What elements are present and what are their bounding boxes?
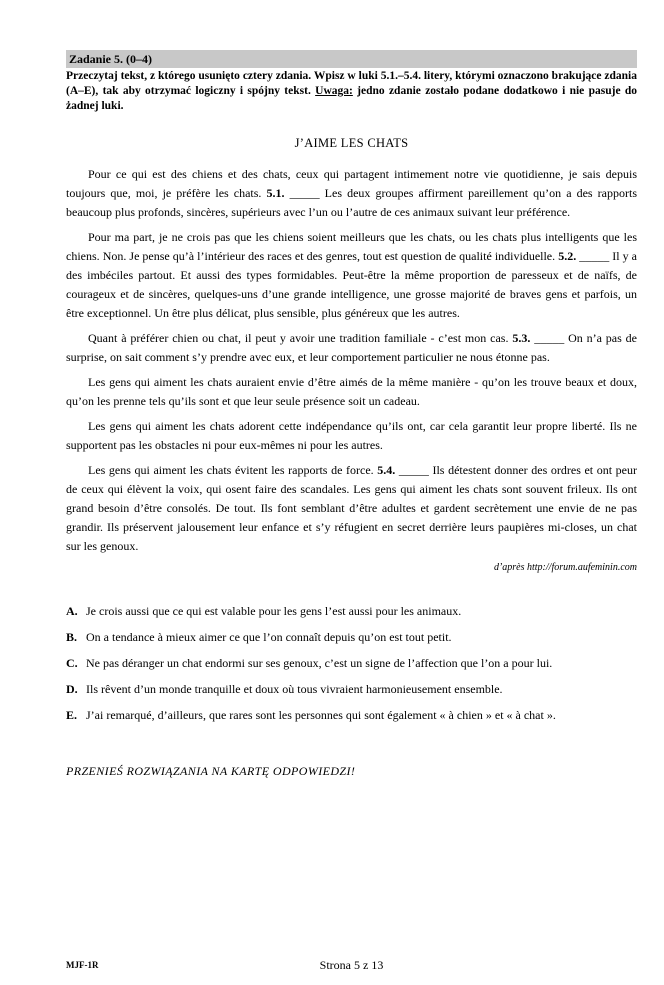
paragraph-text: _____ On n’a pas de surprise, on sait comment s’y prendre avec eux, et leur comportement particulier ne nous étonne pas. [66, 331, 637, 364]
article-title: J’AIME LES CHATS [294, 136, 409, 150]
gap-5-2: 5.2. [558, 249, 577, 263]
note-label: Uwaga: [315, 85, 353, 97]
page-footer [66, 958, 637, 973]
paragraph-3 [66, 329, 637, 367]
option-text: Je crois aussi que ce qui est valable pour les gens l’est aussi pour les animaux. [86, 604, 462, 618]
gap-5-1: 5.1. [266, 186, 285, 200]
option-text: On a tendance à mieux aimer ce que l’on connaît depuis qu’on est tout petit. [86, 630, 452, 644]
option-b [66, 629, 637, 646]
option-a [66, 603, 637, 620]
option-e [66, 707, 637, 724]
answer-options [66, 603, 637, 724]
option-text: Ils rêvent d’un monde tranquille et doux où tous vivraient harmonieusement ensemble. [86, 682, 503, 696]
paragraph-text: Pour ce qui est des chiens et des chats, ceux qui partagent intimement notre vie quotidienne, je sais depuis toujours que, moi, je préfère les chats. [66, 167, 637, 200]
paragraph-4: Les gens qui aiment les chats auraient envie d’être aimés de la même manière - qu’on les trouve beaux et doux, qu’on les prenne tels qu’ils sont et que leur seule présence soit un cadeau. [66, 375, 637, 408]
note-text: jedno zdanie zostało podane dodatkowo i nie pasuje do żadnej luki. [66, 85, 638, 112]
paragraph-text: _____ Il y a des imbéciles partout. Et aussi des types formidables. Peut-être la même proportion de paresseux et de naïfs, de courageux et de sincères, quelques-uns d’une grande intelligence, une grosse majorité de braves gens et parfois, un être exceptionnel. Un être plus délicat, plus sensible, plus généreux que les autres. [66, 249, 637, 320]
exam-page [66, 50, 637, 779]
gap-5-3: 5.3. [512, 331, 531, 345]
instructions-text: Przeczytaj tekst, z którego usunięto cztery zdania. Wpisz w luki 5.1.–5.4. litery, którymi oznaczono brakujące zdania (A–E), tak aby otrzymać logiczny i spójny tekst. [66, 70, 637, 97]
paragraph-text: _____ Les deux groupes affirment pareillement qu’on a des rapports beaucoup plus profonds, sincères, supérieurs avec l’un ou l’autre de ces animaux suivant leur préférence. [66, 186, 637, 219]
option-c [66, 655, 637, 672]
exam-code: MJF-1R [66, 960, 99, 970]
task-header: Zadanie 5. (0–4) [66, 50, 637, 68]
paragraph-6 [66, 461, 637, 556]
option-letter: B. [66, 630, 78, 644]
option-text: J’ai remarqué, d’ailleurs, que rares sont les personnes qui sont également « à chien » et « à chat ». [86, 708, 556, 722]
option-letter: E. [66, 708, 78, 722]
gap-5-4: 5.4. [377, 463, 396, 477]
option-letter: D. [66, 682, 78, 696]
paragraph-2 [66, 228, 637, 323]
paragraph-text: Quant à préférer chien ou chat, il peut y avoir une tradition familiale - c’est mon cas. [88, 331, 513, 345]
paragraph-text: Les gens qui aiment les chats évitent les rapports de force. [88, 463, 378, 477]
option-d [66, 681, 637, 698]
paragraph-5: Les gens qui aiment les chats adorent cette indépendance qu’ils ont, car cela garantit leur propre liberté. Ils ne supportent pas les obstacles ni pour eux-mêmes ni pour les autres. [66, 419, 637, 452]
source-citation: d’après http://forum.aufeminin.com [493, 562, 637, 573]
paragraph-text: _____ Ils détestent donner des ordres et ont peur de ceux qui élèvent la voix, qui osent faire des scandales. Les gens qui aiment les chats sont souvent frileux. Ils ont grand besoin d’être consolés. De tout. Ils font semblant d’être adultes et gardent secrètement une envie de ne pas grandir. Ils préservent jalousement leur enfance et s’y réfugient en secret derrière leurs paupières mi-closes, un chat sur les genoux. [66, 463, 638, 553]
option-text: Ne pas déranger un chat endormi sur ses genoux, c’est un signe de l’affection que l’on a pour lui. [86, 656, 553, 670]
page-number: Strona 5 z 13 [319, 958, 384, 972]
paragraph-1 [66, 165, 637, 222]
paragraph-text: Pour ma part, je ne crois pas que les chiens soient meilleurs que les chats, ou les chats plus intelligents que les chiens. Non. Je pense qu’à l’intérieur des races et des genres, tout est question de qualité individuelle. [66, 230, 637, 263]
option-letter: A. [66, 604, 78, 618]
option-letter: C. [66, 656, 78, 670]
transfer-note: PRZENIEŚ ROZWIĄZANIA NA KARTĘ ODPOWIEDZI! [66, 764, 356, 778]
task-instructions [66, 69, 637, 114]
